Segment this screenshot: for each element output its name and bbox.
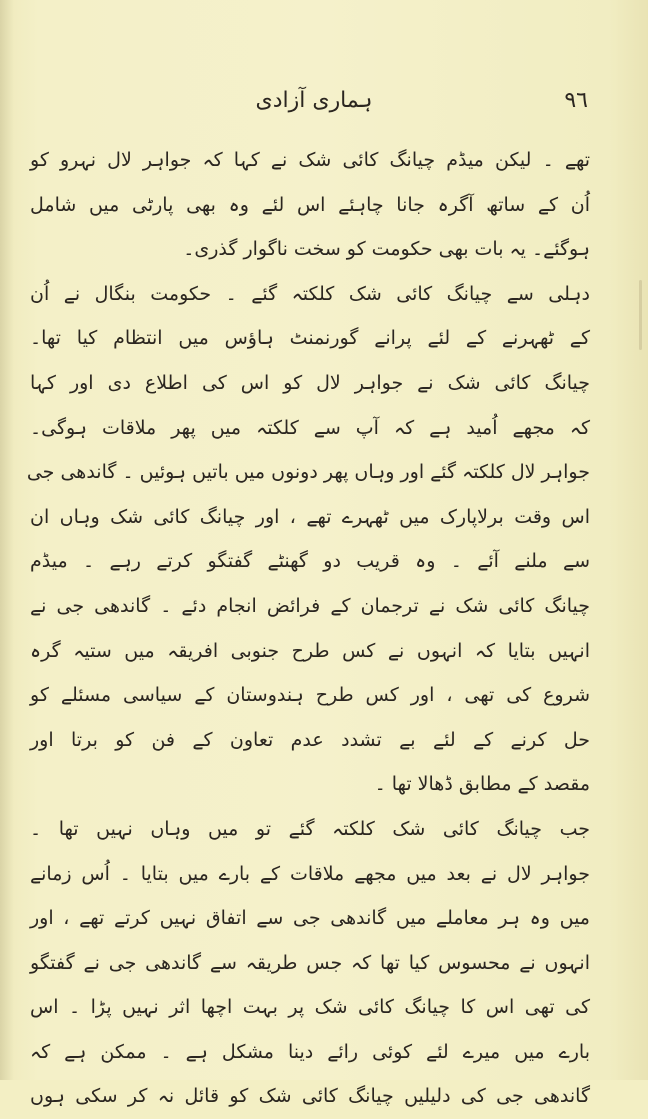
text-line: انہوں نے محسوس کیا تھا کہ جس طریقہ سے گاندھی جی نے گفتگو [30,951,590,974]
text-line: جواہر لال کلکتہ گئے اور وہاں پھر دونوں میں باتیں ہوئیں ۔ گاندھی جی [26,461,590,484]
text-line: جب چیانگ کائی شک کلکتہ گئے تو میں وہاں نہیں تھا ۔ [30,817,590,840]
text-line: حل کرنے کے لئے بے تشدد عدم تعاون کے فن کو برتا اور [30,728,590,751]
text-line: جواہر لال نے بعد میں مجھے ملاقات کے بارے میں بتایا ۔ اُس زمانے [30,862,590,885]
text-line: چیانگ کائی شک نے جواہر لال کو اس کی اطلاع دی اور کہا [30,371,590,394]
text-line: کے ٹھہرنے کے لئے پرانے گورنمنٹ ہاؤس میں انتظام کیا تھا۔ [30,327,590,350]
text-line: کہ مجھے اُمید ہے کہ آپ سے کلکتہ میں پھر ملاقات ہوگی۔ [30,416,590,439]
text-line: اس وقت برلاپارک میں ٹھہرے تھے ، اور چیانگ کائی شک وہاں ان [30,505,590,528]
text-line: تھے ۔ لیکن میڈم چیانگ کائی شک نے کہا کہ جواہر لال نہرو کو [30,149,590,171]
text-line: چیانگ کائی شک نے ترجمان کے فرائض انجام دئے ۔ گاندھی جی نے [30,594,590,617]
text-line: مقصد کے مطابق ڈھالا تھا ۔ [374,773,590,796]
text-line: سے ملنے آئے ۔ وہ قریب دو گھنٹے گفتگو کرتے رہے ۔ میڈم [30,550,590,573]
body-text [26,138,590,1119]
text-line: دہلی سے چیانگ کائی شک کلکتہ گئے ۔ حکومت بنگال نے اُن [30,282,590,305]
text-line: ہوگئے۔ یہ بات بھی حکومت کو سخت ناگوار گذری۔ [183,238,590,261]
text-line: شروع کی تھی ، اور کس طرح ہندوستان کے سیاسی مسئلے کو [30,684,590,707]
text-line: کی تھی اس کا چیانگ کائی شک پر بہت اچھا اثر نہیں پڑا ۔ اس [30,996,590,1019]
text-line: میں وہ ہر معاملے میں گاندھی جی سے اتفاق نہیں کرتے تھے ، اور [30,907,590,930]
spine-shadow [0,0,14,1080]
text-line: انہیں بتایا کہ انہوں نے کس طرح جنوبی افریقہ میں ستیہ گرہ [30,639,590,662]
running-title: ہماری آزادی [255,88,373,113]
page-number: ٩٦ [564,88,588,113]
text-line: گاندھی جی کی دلیلیں چیانگ کائی شک کو قائل نہ کر سکی ہوں [30,1085,590,1108]
page-edge-mark [639,280,642,350]
text-line: بارے میں میرے لئے کوئی رائے دینا مشکل ہے ۔ ممکن ہے کہ [30,1040,590,1063]
text-line: اُن کے ساتھ آگرہ جانا چاہئے اس لئے وہ بھی پارٹی میں شامل [30,193,590,216]
page-header [40,88,588,122]
